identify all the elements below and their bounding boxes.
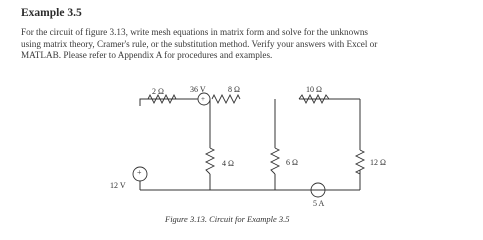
paragraph-line: MATLAB. Please refer to Appendix A for procedures and examples. <box>21 50 273 60</box>
plus-sign-36v: + <box>201 95 205 103</box>
label-5a: 5 A <box>313 199 325 208</box>
figure-caption: Figure 3.13. Circuit for Example 3.5 <box>165 214 290 224</box>
label-12v: 12 V <box>110 181 126 190</box>
paragraph-line: For the circuit of figure 3.13, write mesh equations in matrix form and solve for the unknowns <box>21 27 369 37</box>
label-6ohm: 6 Ω <box>286 158 298 167</box>
label-10ohm: 10 Ω <box>306 85 322 94</box>
label-2ohm: 2 Ω <box>152 87 164 96</box>
label-36v: 36 V <box>190 85 206 94</box>
label-8ohm: 8 Ω <box>228 85 240 94</box>
plus-sign-12v: + <box>137 168 142 177</box>
resistor-4ohm <box>206 148 214 174</box>
resistor-6ohm <box>271 148 279 174</box>
resistor-12ohm <box>356 150 364 174</box>
label-4ohm: 4 Ω <box>222 159 234 168</box>
label-12ohm: 12 Ω <box>370 158 386 167</box>
paragraph-line: using matrix theory, Cramer's rule, or the substitution method. Verify your answers with Excel or <box>21 38 378 49</box>
resistor-8ohm <box>212 95 240 103</box>
example-heading: Example 3.5 <box>21 7 82 19</box>
